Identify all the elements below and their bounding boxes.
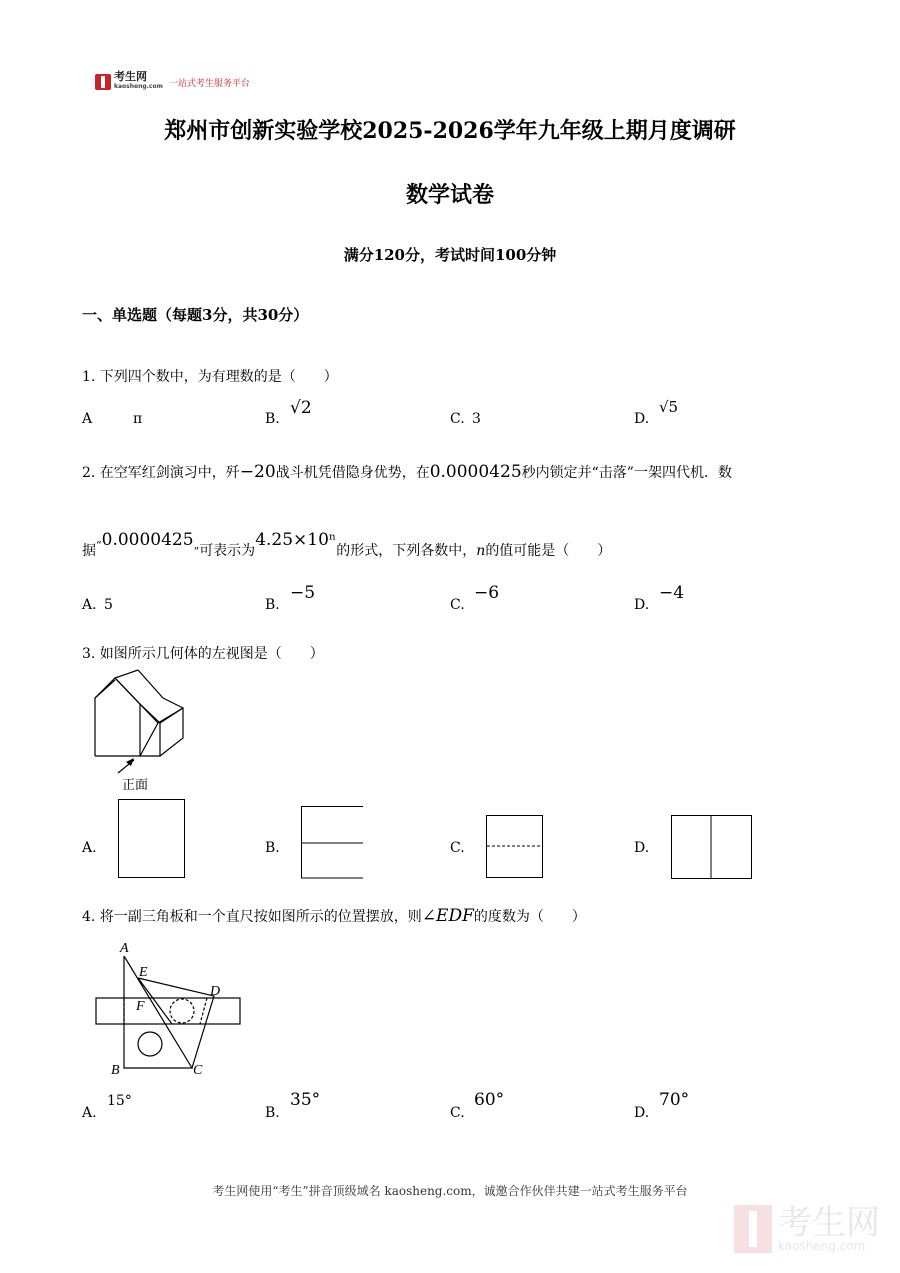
page-footer: 考生网使用“考生”拼音顶级域名 kaosheng.com，诚邀合作伙伴共建一站式考生服务平台 [212,1184,688,1198]
q2-option-a-label: A. [82,597,97,613]
q4-option-a-label: A. [82,1105,97,1121]
q4-figure [92,936,244,1078]
exam-title: 郑州市创新实验学校2025-2026学年九年级上期月度调研 [164,118,736,144]
logo-slogan: 一站式考生服务平台 [168,78,250,89]
q2-option-d-label: D. [634,597,650,613]
q4-option-b-label: B. [265,1105,280,1121]
question-4-stem: 4. 将一副三角板和一个直尺按如图所示的位置摆放，则∠EDF的度数为（ ） [82,906,586,926]
watermark-logo-icon [734,1205,772,1253]
label-e: E [139,965,148,980]
q3-option-c-label: C. [450,840,465,856]
label-b: B [111,1063,120,1078]
q2-option-b-label: B. [265,597,280,613]
logo [95,72,250,92]
q1-option-b-value: √2 [290,398,312,418]
q2-math-4: 4.25×10ⁿ [255,530,337,550]
q2-option-d-value: −4 [659,583,685,603]
q1-option-d-label: D. [634,411,650,427]
q2-option-b-value: −5 [290,583,316,603]
question-2-line-1: 2. 在空军红剑演习中，歼−20战斗机凭借隐身优势，在0.0000425秒内锁定并“击落”一架四代机．数 [82,462,732,482]
q2-math-5: n [476,543,486,559]
q1-option-c-label: C. [450,411,465,427]
logo-icon [95,74,111,90]
label-a: A [120,941,129,956]
question-3-stem: 3. 如图所示几何体的左视图是（ ） [82,646,324,662]
label-f: F [136,999,145,1014]
question-1-stem: 1. 下列四个数中，为有理数的是（ ） [82,369,338,385]
q3-option-b-label: B. [265,840,280,856]
q2-option-c-label: C. [450,597,465,613]
q2-math-3: 0.0000425 [101,530,194,550]
q2-math-2: 0.0000425 [429,462,522,482]
q4-option-d-label: D. [634,1105,650,1121]
q1-option-b-label: B. [265,411,280,427]
q4-option-c-value: 60° [474,1090,505,1110]
q3-option-c-figure [486,815,544,879]
q4-option-d-value: 70° [659,1090,690,1110]
label-d: D [210,984,221,999]
logo-domain: kaosheng.com [114,83,163,90]
q3-solid-figure [90,668,190,778]
q1-option-d-value: √5 [659,398,679,416]
label-c: C [193,1063,203,1078]
q1-option-c-value: 3 [472,411,481,427]
q2-option-a-value: 5 [104,597,113,613]
q3-option-d-label: D. [634,840,650,856]
section-heading: 一、单选题（每题3分，共30分） [82,306,309,324]
exam-info: 满分120分，考试时间100分钟 [343,246,557,264]
q2-math-1: −20 [239,462,276,482]
q2-option-c-value: −6 [474,583,500,603]
q3-option-d-figure [671,815,753,881]
logo-name: 考生网 kaosheng.com [114,70,163,90]
watermark [734,1205,880,1253]
q1-option-a-label: A [82,411,93,427]
q3-option-a-label: A. [82,840,97,856]
exam-subject: 数学试卷 [405,182,494,208]
question-2-line-2: 据“0.0000425”可表示为4.25×10ⁿ的形式，下列各数中，n的值可能是（ ） [82,530,612,559]
q4-option-b-value: 35° [290,1090,321,1110]
q3-option-b-figure [301,806,365,880]
q3-option-a-figure [118,799,186,879]
q4-option-c-label: C. [450,1105,465,1121]
q1-option-a-value: π [133,411,143,427]
q3-front-label: 正面 [122,778,149,793]
q4-option-a-value: 15° [107,1093,132,1109]
q4-math-1: ∠EDF [421,906,474,926]
watermark-text: 考生网 kaosheng.com [778,1203,880,1253]
